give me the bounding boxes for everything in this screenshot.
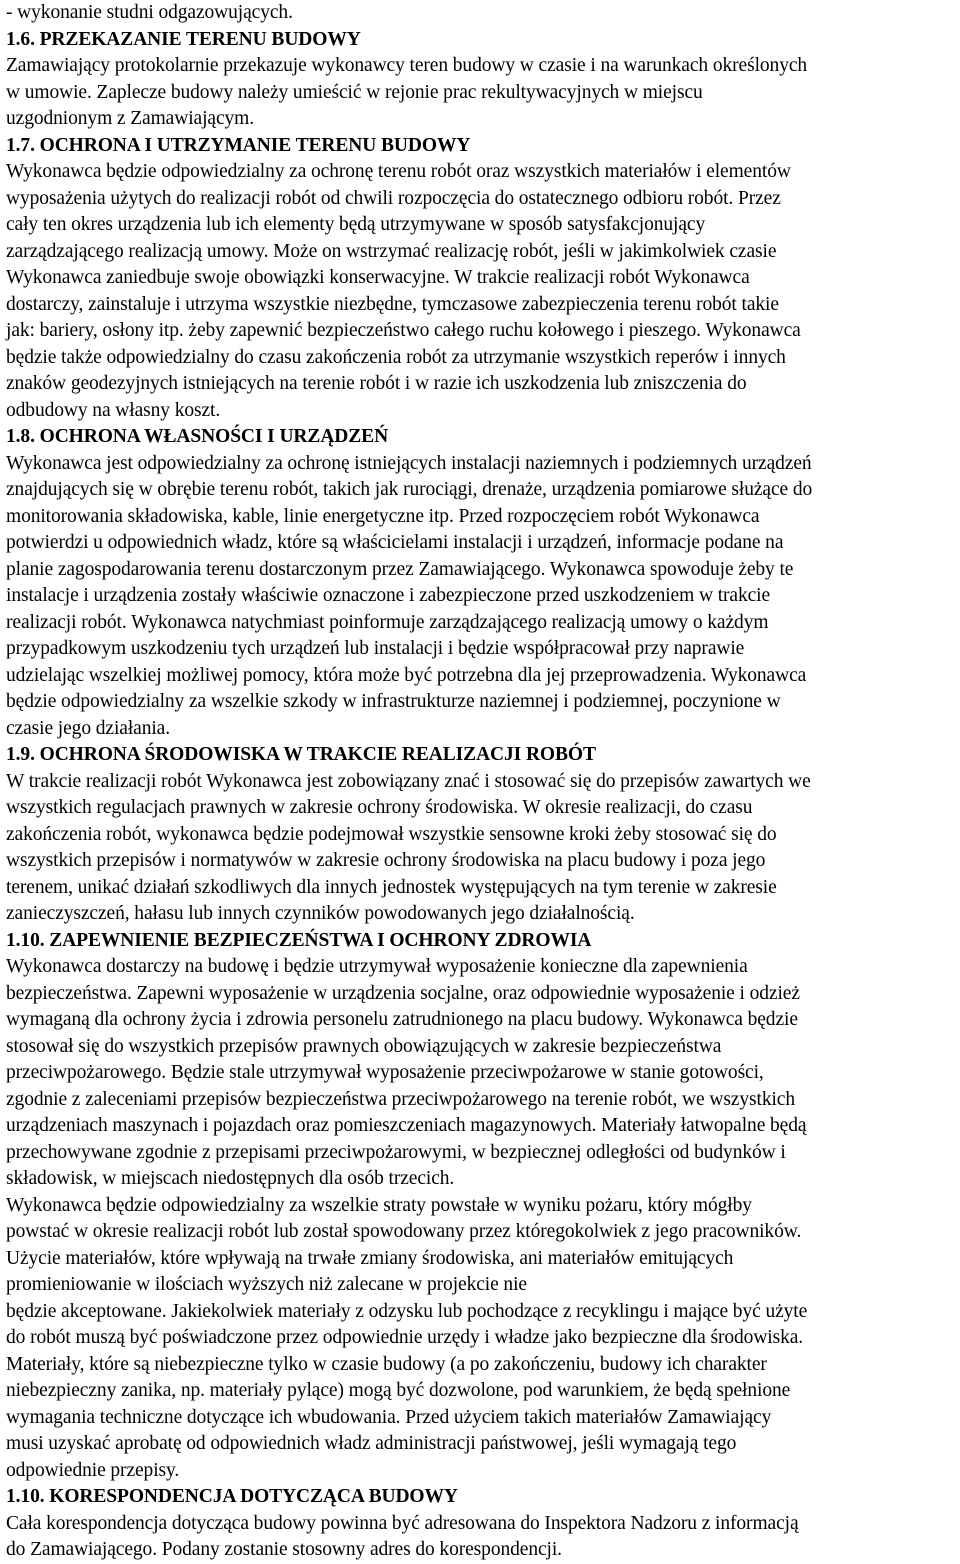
text-line: musi uzyskać aprobatę od odpowiednich władz administracji państwowej, jeśli wymagają tego [6, 1433, 737, 1454]
text-line: realizacji robót. Wykonawca natychmiast poinformuje zarządzającego realizacją umowy o każdym [6, 611, 769, 633]
text-line: potwierdzi u odpowiednich władz, które są właścicielami instalacji i urządzeń, informacje podane na [6, 532, 784, 553]
text-line: w umowie. Zaplecze budowy należy umieścić w rejonie prac rekultywacyjnych w miejscu [6, 81, 703, 103]
text-line: przeciwpożarowego. Będzie stale utrzymywał wyposażenie przeciwpożarowe w stanie gotowości, [6, 1062, 764, 1083]
text-line: terenem, unikać działań szkodliwych dla innych jednostek występujących na tym terenie w zakresie [6, 876, 777, 898]
text-line: wymagania techniczne dotyczące ich wbudowania. Przed użyciem takich materiałów Zamawiający [6, 1406, 772, 1428]
text-line: udzielając wszelkiej możliwej pomocy, która może być potrzebna dla jej przeprowadzenia. Wykonawca [6, 664, 807, 686]
section-heading: 1.9. OCHRONA ŚRODOWISKA W TRAKCIE REALIZACJI ROBÓT [6, 744, 596, 765]
text-line: zanieczyszczeń, hałasu lub innych czynników powodowanych jego działalnością. [6, 903, 635, 924]
text-line: - wykonanie studni odgazowujących. [6, 2, 293, 23]
text-line: niebezpieczny zanika, np. materiały pylące) mogą być dozwolone, pod warunkiem, że będą spełnione [6, 1380, 791, 1401]
text-line: dostarczy, zainstaluje i utrzyma wszystkie niezbędne, tymczasowe zabezpieczenia terenu robót takie [6, 293, 779, 315]
text-line: będzie akceptowane. Jakiekolwiek materiały z odzysku lub pochodzące z recyklingu i mające być użyte [6, 1300, 808, 1322]
text-line: Materiały, które są niebezpieczne tylko w czasie budowy (a po zakończeniu, budowy ich charakter [6, 1353, 767, 1375]
text-line: Wykonawca będzie odpowiedzialny za wszelkie straty powstałe w wyniku pożaru, który mógłby [6, 1194, 752, 1216]
text-line: zgodnie z zaleceniami przepisów bezpieczeństwa przeciwpożarowego na terenie robót, we wszystkich [6, 1088, 795, 1110]
section-heading: 1.10. KORESPONDENCJA DOTYCZĄCA BUDOWY [6, 1486, 458, 1507]
text-line: Zamawiający protokolarnie przekazuje wykonawcy teren budowy w czasie i na warunkach określonych [6, 55, 808, 76]
text-line: Wykonawca zaniedbuje swoje obowiązki konserwacyjne. W trakcie realizacji robót Wykonawca [6, 267, 750, 288]
text-line: urządzeniach maszynach i pojazdach oraz pomieszczeniach magazynowych. Materiały łatwopalne będą [6, 1115, 807, 1136]
text-line: jak: bariery, osłony itp. żeby zapewnić bezpieczeństwo całego ruchu kołowego i pieszego. Wykonawca [6, 320, 801, 341]
text-line: czasie jego działania. [6, 717, 170, 739]
text-line: powstać w okresie realizacji robót lub został spowodowany przez któregokolwiek z jego pracowników. [6, 1221, 802, 1242]
text-line: znajdujących się w obrębie terenu robót, takich jak rurociągi, drenaże, urządzenia pomiarowe służące do [6, 479, 813, 500]
text-line: przechowywane zgodnie z przepisami przeciwpożarowymi, w bezpiecznej odległości od budynków i [6, 1141, 786, 1163]
section-heading: 1.8. OCHRONA WŁASNOŚCI I URZĄDZEŃ [6, 426, 389, 447]
text-line: cały ten okres urządzenia lub ich elementy będą utrzymywane w sposób satysfakcjonujący [6, 214, 706, 235]
text-line: stosował się do wszystkich przepisów prawnych obowiązujących w zakresie bezpieczeństwa [6, 1035, 722, 1057]
text-line: do Zamawiającego. Podany zostanie stosowny adres do korespondencji. [6, 1539, 562, 1560]
text-line: będzie także odpowiedzialny do czasu zakończenia robót za utrzymanie wszystkich reperów i innych [6, 346, 786, 368]
text-line: Wykonawca jest odpowiedzialny za ochronę istniejących instalacji naziemnych i podziemnych urządzeń [6, 452, 812, 474]
text-line: Cała korespondencja dotycząca budowy powinna być adresowana do Inspektora Nadzoru z informacją [6, 1512, 799, 1534]
section-heading: 1.7. OCHRONA I UTRZYMANIE TERENU BUDOWY [6, 134, 471, 156]
text-line: zakończenia robót, wykonawca będzie podejmował wszystkie sensowne kroki żeby stosować się do [6, 823, 777, 845]
text-line: uzgodnionym z Zamawiającym. [6, 108, 255, 129]
text-line: odbudowy na własny koszt. [6, 399, 221, 421]
text-line: będzie odpowiedzialny za wszelkie szkody w infrastrukturze naziemnej i podziemnej, poczynione w [6, 691, 781, 712]
text-line: monitorowania składowiska, kable, linie energetyczne itp. Przed rozpoczęciem robót Wykonawca [6, 505, 760, 527]
text-line: zarządzającego realizacją umowy. Może on wstrzymać realizację robót, jeśli w jakimkolwiek czasie [6, 240, 777, 262]
text-line: promieniowanie w ilościach wyższych niż zalecane w projekcie nie [6, 1274, 527, 1295]
text-line: wymaganą dla ochrony życia i zdrowia personelu zatrudnionego na placu budowy. Wykonawca będzie [6, 1009, 798, 1030]
text-line: odpowiednie przepisy. [6, 1459, 180, 1481]
section-heading: 1.10. ZAPEWNIENIE BEZPIECZEŃSTWA I OCHRONY ZDROWIA [6, 929, 592, 951]
text-line: przypadkowym uszkodzeniu tych urządzeń lub instalacji i będzie współpracował przy naprawie [6, 638, 745, 659]
text-line: wszystkich regulacjach prawnych w zakresie ochrony środowiska. W okresie realizacji, do czasu [6, 797, 753, 818]
text-line: wszystkich przepisów i normatywów w zakresie ochrony środowiska na placu budowy i poza jego [6, 850, 766, 871]
text-line: instalacje i urządzenia zostały właściwie oznaczone i zabezpieczone przed uszkodzeniem w trakcie [6, 585, 771, 606]
text-line: Użycie materiałów, które wpływają na trwałe zmiany środowiska, ani materiałów emitujących [6, 1247, 734, 1269]
text-line: planie zagospodarowania terenu dostarczonym przez Zamawiającego. Wykonawca spowoduje żeby te [6, 558, 794, 580]
section-heading: 1.6. PRZEKAZANIE TERENU BUDOWY [6, 28, 361, 50]
text-line: Wykonawca będzie odpowiedzialny za ochronę terenu robót oraz wszystkich materiałów i elementów [6, 161, 791, 182]
text-line: W trakcie realizacji robót Wykonawca jest zobowiązany znać i stosować się do przepisów zawartych we [6, 770, 811, 792]
text-line: do robót muszą być poświadczone przez odpowiednie urzędy i władze jako bezpieczne dla środowiska. [6, 1327, 804, 1348]
text-line: wyposażenia użytych do realizacji robót od chwili rozpoczęcia do ostatecznego odbioru robót. Przez [6, 187, 781, 209]
text-line: bezpieczeństwa. Zapewni wyposażenie w urządzenia socjalne, oraz odpowiednie wyposażenie i odzież [6, 982, 800, 1004]
text-line: znaków geodezyjnych istniejących na terenie robót i w razie ich uszkodzenia lub zniszczenia do [6, 373, 747, 394]
text-line: Wykonawca dostarczy na budowę i będzie utrzymywał wyposażenie konieczne dla zapewnienia [6, 956, 748, 977]
text-line: składowisk, w miejscach niedostępnych dla osób trzecich. [6, 1168, 455, 1189]
